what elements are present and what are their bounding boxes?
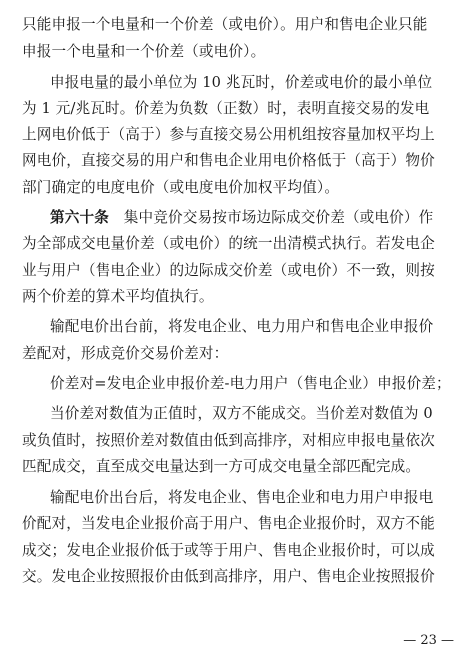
article-label: 第六十条 (50, 209, 109, 226)
text-line: 或负值时，按照价差对数值由低到高排序，对相应申报电量依次 (22, 432, 435, 449)
text-line: 集中竞价交易按市场边际成交价差（或电价）作 (123, 209, 434, 226)
text-line: 上网电价低于（高于）参与直接交易公用机组按容量加权平均上 (22, 126, 435, 143)
text-line: 为全部成交电量价差（或电价）的统一出清模式执行。若发电企 (22, 235, 435, 252)
page-number: — 23 — (403, 633, 454, 648)
text-line: 当价差对数值为正值时，双方不能成交。当价差对数值为 0 (50, 405, 433, 422)
text-line: 交。发电企业按照报价由低到高排序，用户、售电企业按照报价 (22, 568, 435, 585)
text-line: 成交；发电企业报价低于或等于用户、售电企业报价时，可以成 (22, 542, 435, 559)
text-line: 业与用户（售电企业）的边际成交价差（或电价）不一致，则按 (22, 262, 435, 279)
text-line: 差配对，形成竞价交易价差对： (22, 345, 229, 362)
text-line: 部门确定的电度电价（或电度电价加权平均值）。 (22, 179, 340, 196)
text-line: 申报电量的最小单位为 10 兆瓦时，价差或电价的最小单位 (50, 74, 433, 91)
text-line: 两个价差的算术平均值执行。 (22, 288, 214, 305)
text-line: 匹配成交，直至成交电量达到一方可成交电量全部匹配完成。 (22, 458, 421, 475)
text-line: 输配电价出台前，将发电企业、电力用户和售电企业申报价 (50, 318, 434, 335)
text-line: 输配电价出台后，将发电企业、售电企业和电力用户申报电 (50, 489, 434, 506)
text-line: 价配对，当发电企业报价高于用户、售电企业报价时，双方不能 (22, 515, 435, 532)
article-heading-line (50, 209, 462, 227)
formula-line: 价差对=发电企业申报价差-电力用户（售电企业）申报价差； (50, 375, 451, 392)
text-line: 只能申报一个电量和一个价差（或电价）。用户和售电企业只能 (22, 16, 428, 33)
text-line: 申报一个电量和一个价差（或电价）。 (22, 43, 266, 60)
text-line: 网电价，直接交易的用户和售电企业用电价格低于（高于）物价 (22, 152, 435, 169)
text-line: 为 1 元/兆瓦时。价差为负数（正数）时，表明直接交易的发电 (22, 100, 430, 117)
